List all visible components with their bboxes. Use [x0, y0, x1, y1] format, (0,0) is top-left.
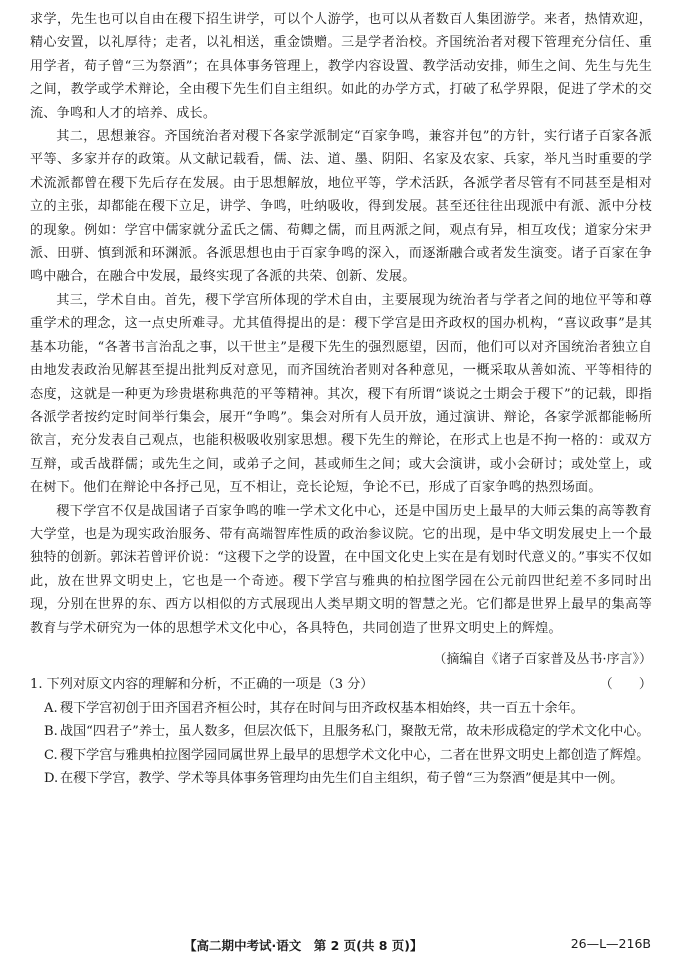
footer-exam-code: 26—L—216B	[570, 936, 651, 951]
option-text: 稷下学宫与雅典柏拉图学园同属世界上最早的思想学术文化中心，二者在世界文明史上都创造了辉煌。	[60, 747, 650, 763]
footer-page-info: 【高二期中考试·语文 第 2 页(共 8 页)】	[184, 938, 423, 953]
option-text: 战国“四君子”养士，虽人数多，但层次低下，且服务私门，聚散无常，故未形成稳定的学术文化中心。	[60, 724, 650, 740]
option-b	[44, 720, 652, 743]
answer-blank: （ ）	[599, 677, 652, 693]
option-text: 稷下学宫初创于田齐国君齐桓公时，其存在时间与田齐政权基本相始终，共一百五十余年。	[60, 700, 584, 716]
option-letter: B.	[44, 724, 58, 740]
paragraph-conclusion: 稷下学宫不仅是战国诸子百家争鸣的唯一学术文化中心，还是中国历史上最早的大师云集的高等教育大学堂，也是为现实政治服务、带有高端智库性质的政治参议院。它的出现，是中华文明发展史上一个最独特的创新。郭沫若曾评价说：“这稷下之学的设置，在中国文化史上实在是有划时代意义的。”事实不仅如此，放在世界文明史上，它也是一个奇迹。稷下学宫与雅典的柏拉图学园在公元前四世纪差不多同时出现，分别在世界的东、西方以相似的方式展现出人类早期文明的智慧之光。它们都是世界上最早的集高等教育与学术研究为一体的思想学术文化中心，各具特色，共同创造了世界文明史上的辉煌。	[30, 503, 652, 636]
question-text: 1. 下列对原文内容的理解和分析，不正确的一项是（3 分）	[30, 677, 374, 693]
source-citation: （摘编自《诸子百家普及丛书·序言》）	[433, 651, 652, 667]
option-letter: D.	[44, 771, 59, 786]
exam-page	[30, 8, 652, 790]
page-footer	[0, 936, 677, 956]
option-d	[44, 767, 652, 790]
paragraph-continued: 求学，先生也可以自由在稷下招生讲学，可以个人游学，也可以从者数百人集团游学。来者，热情欢迎，精心安置，以礼厚待；走者，以礼相送，重金馈赠。三是学者治校。齐国统治者对稷下管理充分信任、重用学者，荀子曾“三为祭酒”；在具体事务管理上，教学内容设置、教学活动安排，师生之间、先生与先生之间，教学或学术辩论，全由稷下先生们自主组织。如此的办学方式，打破了私学界限，促进了学术的交流、争鸣和人才的培养、成长。	[30, 12, 652, 121]
question-1	[30, 673, 652, 696]
option-text: 在稷下学宫，教学、学术等具体事务管理均由先生们自主组织，荀子曾“三为祭酒”便是其中一例。	[60, 771, 624, 786]
option-c	[44, 744, 652, 767]
option-letter: C.	[44, 747, 58, 763]
paragraph-academic-freedom: 其三，学术自由。首先，稷下学宫所体现的学术自由，主要展现为统治者与学者之间的地位平等和尊重学术的理念，这一点史所难寻。尤其值得提出的是：稷下学宫是田齐政权的国办机构，“喜议政事”是其基本功能，“各著书言治乱之事，以干世主”是稷下先生的强烈愿望，因而，他们可以对齐国统治者独立自由地发表政治见解甚至提出批判反对意见，而齐国统治者则对各种意见，一概采取从善如流、平等相待的态度，这就是一种更为珍贵堪称典范的平等精神。其次，稷下有所谓“谈说之士期会于稷下”的记载，即指各派学者按约定时间举行集会，展开“争鸣”。集会对所有人员开放，通过演讲、辩论，各家学派都能畅所欲言，充分发表自己观点，也能积极吸收别家思想。稷下先生的辩论，在形式上也是不拘一格的：或双方互辩，或舌战群儒；或先生之间，或弟子之间，甚或师生之间；或大会演讲，或小会研讨；或处堂上，或在树下。他们在辩论中各抒己见，互不相让，竞长论短，争论不已，形成了百家争鸣的热烈场面。	[30, 292, 652, 496]
option-letter: A.	[44, 700, 58, 716]
option-a	[44, 697, 652, 720]
paragraph-thought-compatibility: 其二，思想兼容。齐国统治者对稷下各家学派制定“百家争鸣，兼容并包”的方针，实行诸子百家各派平等、多家并存的政策。从文献记载看，儒、法、道、墨、阴阳、名家及农家、兵家，举凡当时重要的学术流派都曾在稷下先后存在发展。由于思想解放，地位平等，学术活跃，各派学者尽管有不同甚至是相对立的主张，却都能在稷下立足，讲学、争鸣，吐纳吸收，得到发展。甚至还往往出现派中有派、派中分枝的现象。例如：学宫中儒家就分孟氏之儒、荀卿之儒，而且两派之间，观点有异，相互攻伐；道家分宋尹派、田骈、慎到派和环渊派。各派思想也由于百家争鸣的深入，而逐渐融合或者发生演变。诸子百家在争鸣中融合，在融合中发展，最终实现了各派的共荣、创新、发展。	[30, 129, 652, 285]
